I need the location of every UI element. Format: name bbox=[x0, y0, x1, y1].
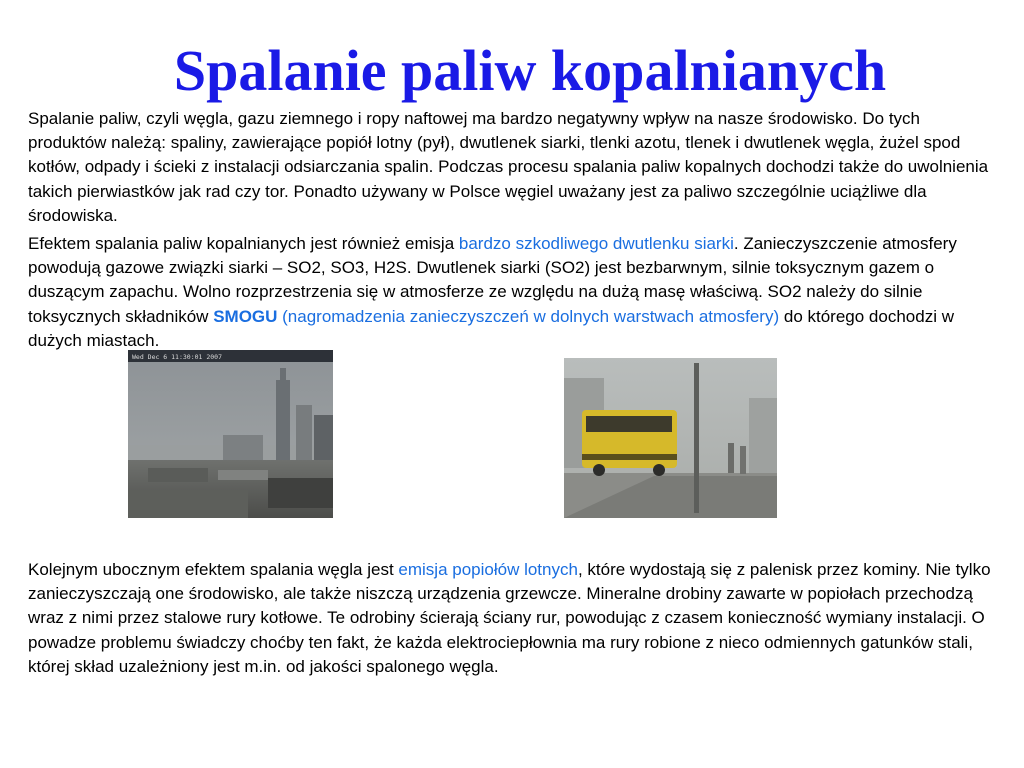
link-smog[interactable]: SMOGU bbox=[213, 306, 278, 326]
photo-smog-street-bus bbox=[564, 358, 777, 518]
link-smog-definition[interactable]: (nagromadzenia zanieczyszczeń w dolnych warstwach atmosfery) bbox=[277, 306, 780, 326]
paragraph-sulfur bbox=[28, 232, 994, 353]
photo-timestamp: Wed Dec 6 11:30:01 2007 bbox=[132, 353, 223, 361]
text-segment: Kolejnym ubocznym efektem spalania węgla jest bbox=[28, 560, 399, 579]
link-fly-ash[interactable]: emisja popiołów lotnych bbox=[398, 560, 578, 579]
text-segment: . Zanieczyszczenie atmosfery powodują gazowe związki siarki – SO2, SO3, H2S. Dwutlenek siarki (SO2) jest bezbarwnym, silnie toksycznym gazem o duszącym zapachu. Wolno rozprzestrzenia się w atmosferze ze względu na dużą masę właściwą. SO2 należy do silnie toksycznych składników bbox=[28, 234, 957, 326]
text-segment: do którego dochodzi w dużych miastach. bbox=[28, 306, 954, 350]
photo-smog-city bbox=[128, 350, 333, 518]
link-sulfur-dioxide[interactable]: bardzo szkodliwego dwutlenku siarki bbox=[458, 234, 734, 253]
text-segment: Efektem spalania paliw kopalnianych jest również emisja bbox=[28, 234, 459, 253]
page-title: Spalanie paliw kopalnianych bbox=[173, 38, 887, 103]
paragraph-fly-ash bbox=[28, 558, 994, 679]
paragraph-intro: Spalanie paliw, czyli węgla, gazu ziemnego i ropy naftowej ma bardzo negatywny wpływ na nasze środowisko. Do tych produktów należą: spaliny, zawierające popiół lotny (pył), dwutlenek siarki, tlenki azotu, tlenek i dwutlenek węgla, żużel spod kotłów, odpady i ścieki z instalacji odsiarczania spalin. Podczas procesu spalania paliw kopalnych dochodzi także do uwolnienia takich pierwiastków jak rad czy tor. Ponadto używany w Polsce węgiel uważany jest za paliwo szczególnie uciążliwe dla środowiska. bbox=[28, 109, 989, 225]
text-segment: , które wydostają się z palenisk przez kominy. Nie tylko zanieczyszczają one środowisko, ale także niszczą urządzenia grzewcze. Mineralne drobiny zawarte w popiołach przechodzą wraz z nimi przez stalowe rury kotłowe. Te odrobiny ścierają ściany rur, powodując z czasem konieczność wymiany instalacji. O powadze problemu świadczy choćby ten fakt, że każda elektrociepłownia ma rury robione z nieco odmiennych gatunków stali, której skład uzależniony jest m.in. od jakości spalonego węgla. bbox=[28, 560, 991, 676]
